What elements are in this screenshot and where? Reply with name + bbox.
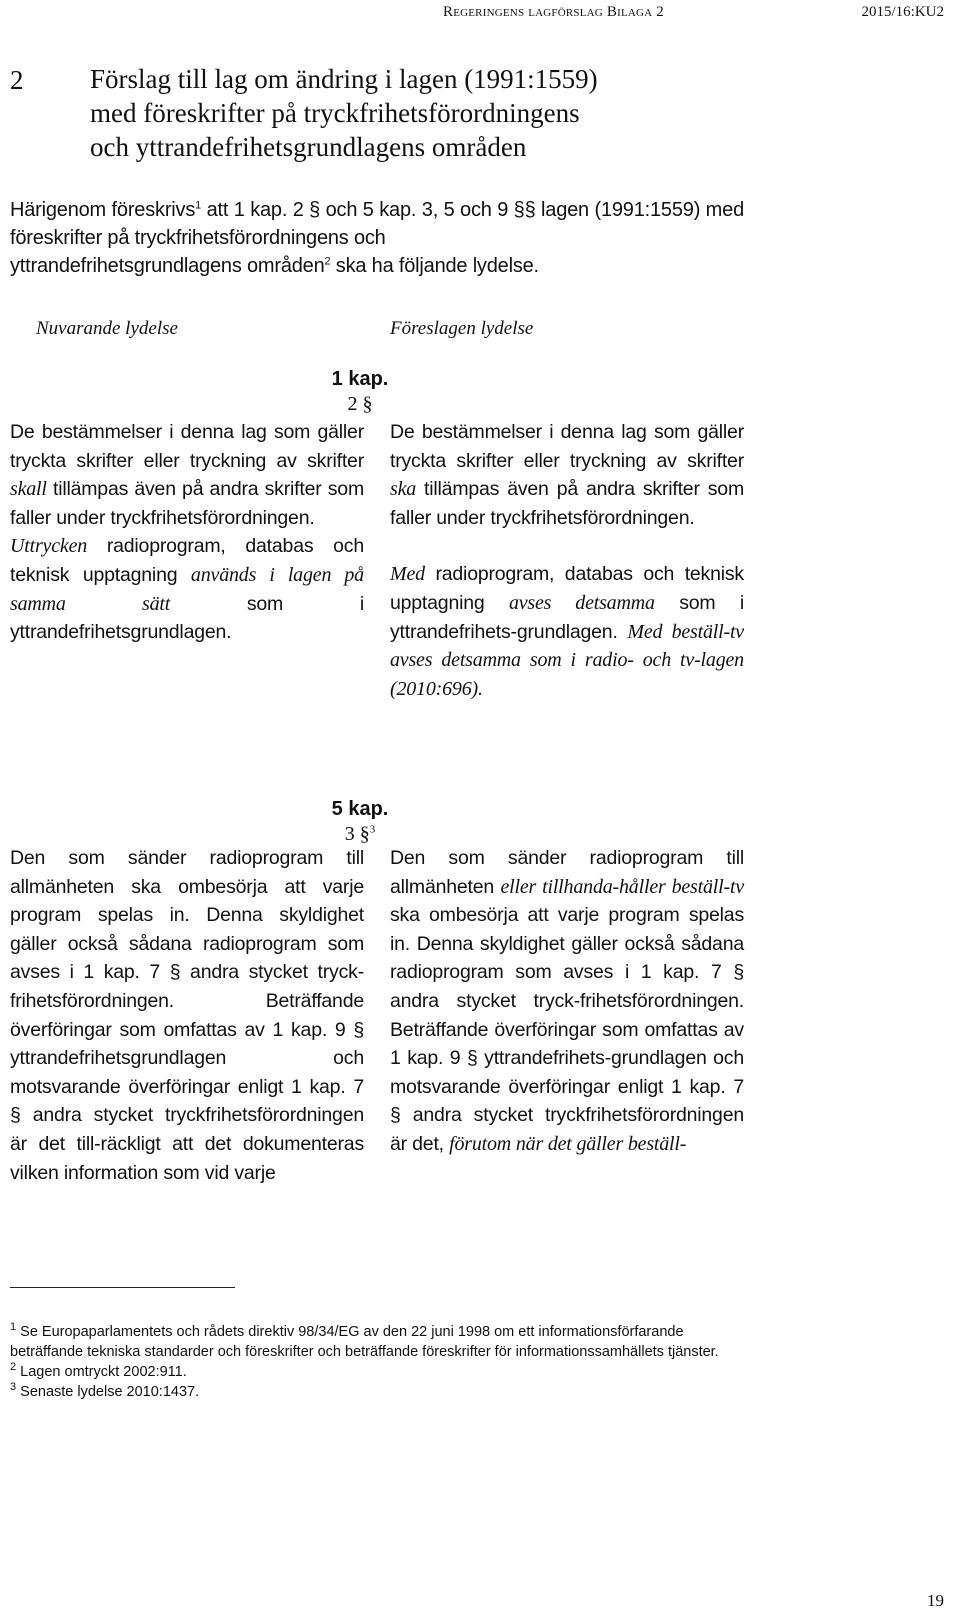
text-italic: används i lagen på samma sätt [10,563,364,615]
page-header [0,4,944,24]
footnote-ref-1: 1 [195,199,202,212]
text-italic: ska [390,478,417,501]
text: tillämpas även på andra skrifter som faller under tryckfrihetsförordningen. [10,478,364,529]
footnote-text: Senaste lydelse 2010:1437. [16,1384,200,1400]
chapter-heading-5 [290,798,430,846]
chapter-label: 5 kap. [331,798,389,820]
section1-current-text [10,418,364,647]
column-heading-proposed: Föreslagen lydelse [390,318,534,339]
footnote-ref-3: 3 [369,823,376,836]
document-title [90,62,740,164]
section1-proposed-text [390,418,744,703]
header-left: Regeringens lagförslag Bilaga 2 [443,4,664,20]
footnote-text: Se Europaparlamentets och rådets direktiv 98/34/EG av den 22 juni 1998 om ett informationsförfarande beträffande tekniska standarder och föreskrifter och beträffande föreskrifter för informationssamhällets tjänster. [10,1324,719,1360]
text-italic: skall [10,478,47,501]
footnote-text: Lagen omtryckt 2002:911. [16,1364,187,1380]
text: Den som sänder radioprogram till allmänheten [390,847,744,898]
chapter-label: 1 kap. [331,368,389,390]
column-heading-current: Nuvarande lydelse [36,318,178,339]
text-italic: Uttrycken [10,535,88,558]
footnote-2 [10,1362,744,1382]
text-italic: Med beställ-tv avses detsamma som i radio- och tv-lagen (2010:696). [390,620,744,700]
title-line-1: Förslag till lag om ändring i lagen (1991:1559) [90,64,598,94]
title-line-2: med föreskrifter på tryckfrihetsförordningens [90,98,580,128]
text-italic: eller tillhanda-håller beställ-tv [500,875,744,898]
intro-text-d: ska ha följande lydelse. [330,255,539,277]
footnote-ref-2: 2 [324,255,331,268]
footnote-divider [10,1287,235,1288]
footnote-1 [10,1322,744,1362]
section2-current-text [10,844,364,1187]
header-right: 2015/16:KU2 [861,4,944,20]
text: De bestämmelser i denna lag som gäller tryckta skrifter eller tryckning av skrifter [10,421,364,472]
paragraph-label: 3 § [344,823,370,845]
text: radioprogram, databas och teknisk upptagning [390,563,744,614]
text: ska ombesörja att varje program spelas in. Denna skyldighet gäller också sådana radioprogram som avses i 1 kap. 7 § andra stycket tryck-frihetsförordningen. Beträffande överföringar som omfattas av 1 kap. 9 § yttrandefrihets-grundlagen och motsvarande överföringar enligt 1 kap. 7 § andra stycket tryckfrihetsförordningen är det, [390,904,744,1155]
text-italic: förutom när det gäller beställ- [449,1132,687,1155]
footnote-3 [10,1382,744,1402]
text-italic: avses detsamma [508,591,655,614]
intro-paragraph [10,196,744,280]
section2-proposed-text [390,844,744,1159]
title-line-3: och yttrandefrihetsgrundlagens områden [90,132,527,162]
chapter-heading-1 [290,368,430,416]
text: radioprogram, databas och teknisk upptagning [10,535,364,586]
page-number: 19 [927,1591,944,1610]
text-italic: Med [390,563,425,586]
title-number: 2 [10,65,24,95]
text: som i yttrandefrihetsgrundlagen. [10,592,364,644]
footnote-mark: 3 [10,1381,17,1394]
footnote-mark: 2 [10,1361,17,1374]
text: Den som sänder radioprogram till allmänheten ska ombesörja att varje program spelas in. Denna skyldighet gäller också sådana radioprogram som avses i 1 kap. 7 § andra stycket tryck-frihetsförordningen. Beträffande överföringar som omfattas av 1 kap. 9 § yttrandefrihetsgrundlagen och motsvarande överföringar enligt 1 kap. 7 § andra stycket tryckfrihetsförordningen är det till-räckligt att det dokumenteras vilken information som vid varje [10,847,364,1184]
intro-text-c: yttrandefrihetsgrundlagens områden [10,255,325,277]
text: De bestämmelser i denna lag som gäller tryckta skrifter eller tryckning av skrifter [390,421,744,472]
intro-text-a: Härigenom föreskrivs [10,199,196,221]
footnote-mark: 1 [10,1321,17,1334]
text: som i yttrandefrihets-grundlagen. [390,591,745,643]
footnotes [10,1322,744,1402]
intro-text-b: att 1 kap. 2 § och 5 kap. 3, 5 och 9 §§ lagen (1991:1559) med föreskrifter på tryckfrihetsförordningens och [10,199,744,249]
text: tillämpas även på andra skrifter som faller under tryckfrihetsförordningen. [390,478,744,529]
paragraph-label: 2 § [347,393,373,415]
